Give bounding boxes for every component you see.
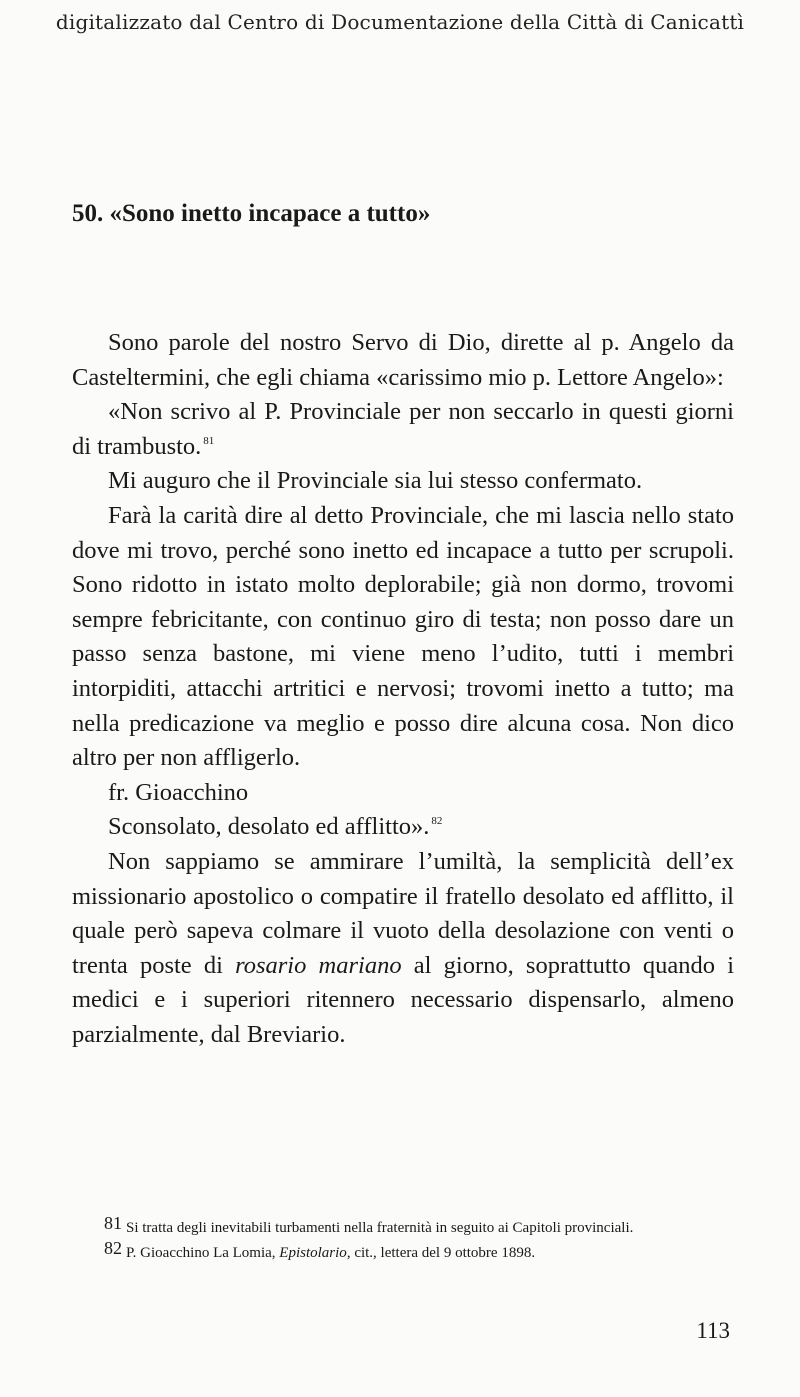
body-text — [72, 326, 734, 1052]
chapter-title: 50. «Sono inetto incapace a tutto» — [72, 200, 431, 227]
text-run: al giorno, soprattutto quando i medici e i superiori ritennero necessario dispensarlo, almeno parzialmente, dal Breviario. — [72, 951, 735, 1048]
footnote-text: , cit., lettera del 9 ottobre 1898. — [346, 1245, 536, 1261]
paragraph: Farà la carità dire al detto Provinciale, che mi lascia nello stato dove mi trovo, perché sono inetto ed incapace a tutto per scrupoli. Sono ridotto in istato molto deplorabile; già non dormo, trovomi sempre febricitante, con continuo giro di testa; non posso dare un passo senza bastone, mi viene meno l’udito, tutti i membri intorpiditi, attacchi artritici e nervosi; trovomi inetto a tutto; ma nella predicazione va meglio e posso dire alcuna cosa. Non dico altro per non affligerlo. — [72, 501, 734, 772]
footnote-text: P. Gioacchino La Lomia, — [126, 1245, 276, 1261]
italic-text: Epistolario — [279, 1245, 347, 1261]
footnote-number: 82 — [104, 1238, 122, 1258]
footnote-ref: 81 — [203, 434, 215, 447]
italic-text: rosario mariano — [235, 951, 402, 979]
digitization-header: digitalizzato dal Centro di Documentazione della Città di Canicattì — [55, 10, 745, 34]
footnote-82 — [104, 1238, 734, 1263]
paragraph — [72, 810, 734, 845]
footnote-ref: 82 — [431, 815, 443, 828]
signature-line: fr. Gioacchino — [108, 778, 249, 806]
paragraph — [72, 395, 734, 464]
paragraph — [72, 845, 734, 1053]
paragraph: Sono parole del nostro Servo di Dio, dirette al p. Angelo da Casteltermini, che egli chiama «carissimo mio p. Lettore Angelo»: — [72, 329, 734, 391]
footnotes — [104, 1213, 734, 1263]
page-number: 113 — [696, 1318, 730, 1343]
footnote-81 — [104, 1213, 734, 1238]
footnote-number: 81 — [104, 1213, 122, 1233]
quote-text: Sconsolato, desolato ed afflitto». — [108, 813, 430, 841]
text-run: Non sappiamo se ammirare l’umiltà, la semplicità dell’ex missionario apostolico o compatire il fratello desolato ed afflitto, il quale però sapeva colmare il vuoto della desolazione con venti o trenta poste di — [72, 847, 734, 979]
paragraph: Mi auguro che il Provinciale sia lui stesso confermato. — [108, 467, 643, 495]
footnote-text: Si tratta degli inevitabili turbamenti nella fraternità in seguito ai Capitoli provinciali. — [126, 1220, 634, 1236]
quote-text: «Non scrivo al P. Provinciale per non seccarlo in questi giorni di trambusto. — [72, 398, 734, 460]
